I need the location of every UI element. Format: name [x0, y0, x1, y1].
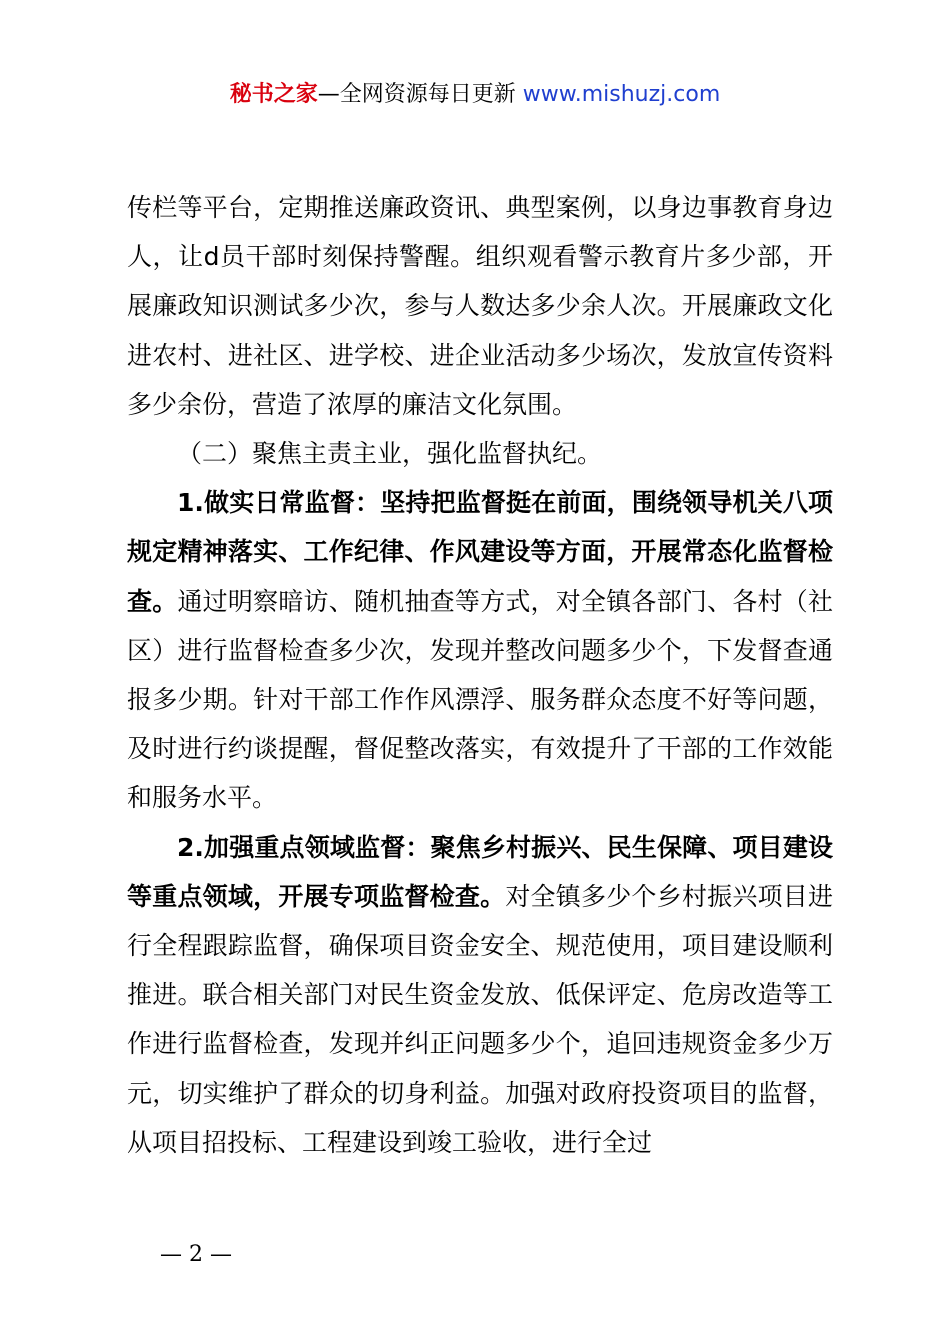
- paragraph-3: [127, 478, 833, 822]
- paragraph-4: [127, 823, 833, 1167]
- document-body: [127, 183, 833, 1167]
- section-heading: （二）聚焦主责主业，强化监督执纪。: [177, 439, 603, 469]
- site-header: [0, 80, 950, 110]
- paragraph-3-text: 通过明察暗访、随机抽查等方式，对全镇各部门、各村（社区）进行监督检查多少次，发现并整改问题多少个，下发督查通报多少期。针对干部工作作风漂浮、服务群众态度不好等问题，及时进行约谈提醒，督促整改落实，有效提升了干部的工作效能和服务水平。: [127, 586, 833, 813]
- paragraph-4-text: 对全镇多少个乡村振兴项目进行全程跟踪监督，确保项目资金安全、规范使用，项目建设顺利推进。联合相关部门对民生资金发放、低保评定、危房改造等工作进行监督检查，发现并纠正问题多少个，追回违规资金多少万元，切实维护了群众的切身利益。加强对政府投资项目的监督，从项目招投标、工程建设到竣工验收，进行全过: [127, 881, 833, 1157]
- page-number: — 2 —: [160, 1242, 232, 1267]
- header-tagline: —全网资源每日更新: [317, 82, 516, 107]
- paragraph-1: 传栏等平台，定期推送廉政资讯、典型案例，以身边事教育身边人，让d员干部时刻保持警醒。组织观看警示教育片多少部，开展廉政知识测试多少次，参与人数达多少余人次。开展廉政文化进农村、进社区、进学校、进企业活动多少场次，发放宣传资料多少余份，营造了浓厚的廉洁文化氛围。: [127, 193, 833, 419]
- brand-name: 秘书之家: [229, 82, 318, 107]
- paragraph-4-lead: 2.加强重点领域监督：聚焦乡村振兴、民生保障、项目建设等重点领域，开展专项监督检查。: [127, 832, 833, 911]
- paragraph-3-lead: 1.做实日常监督：坚持把监督挺在前面，围绕领导机关八项规定精神落实、工作纪律、作风建设等方面，开展常态化监督检查。: [127, 488, 833, 616]
- site-url-link[interactable]: www.mishuzj.com: [522, 82, 721, 107]
